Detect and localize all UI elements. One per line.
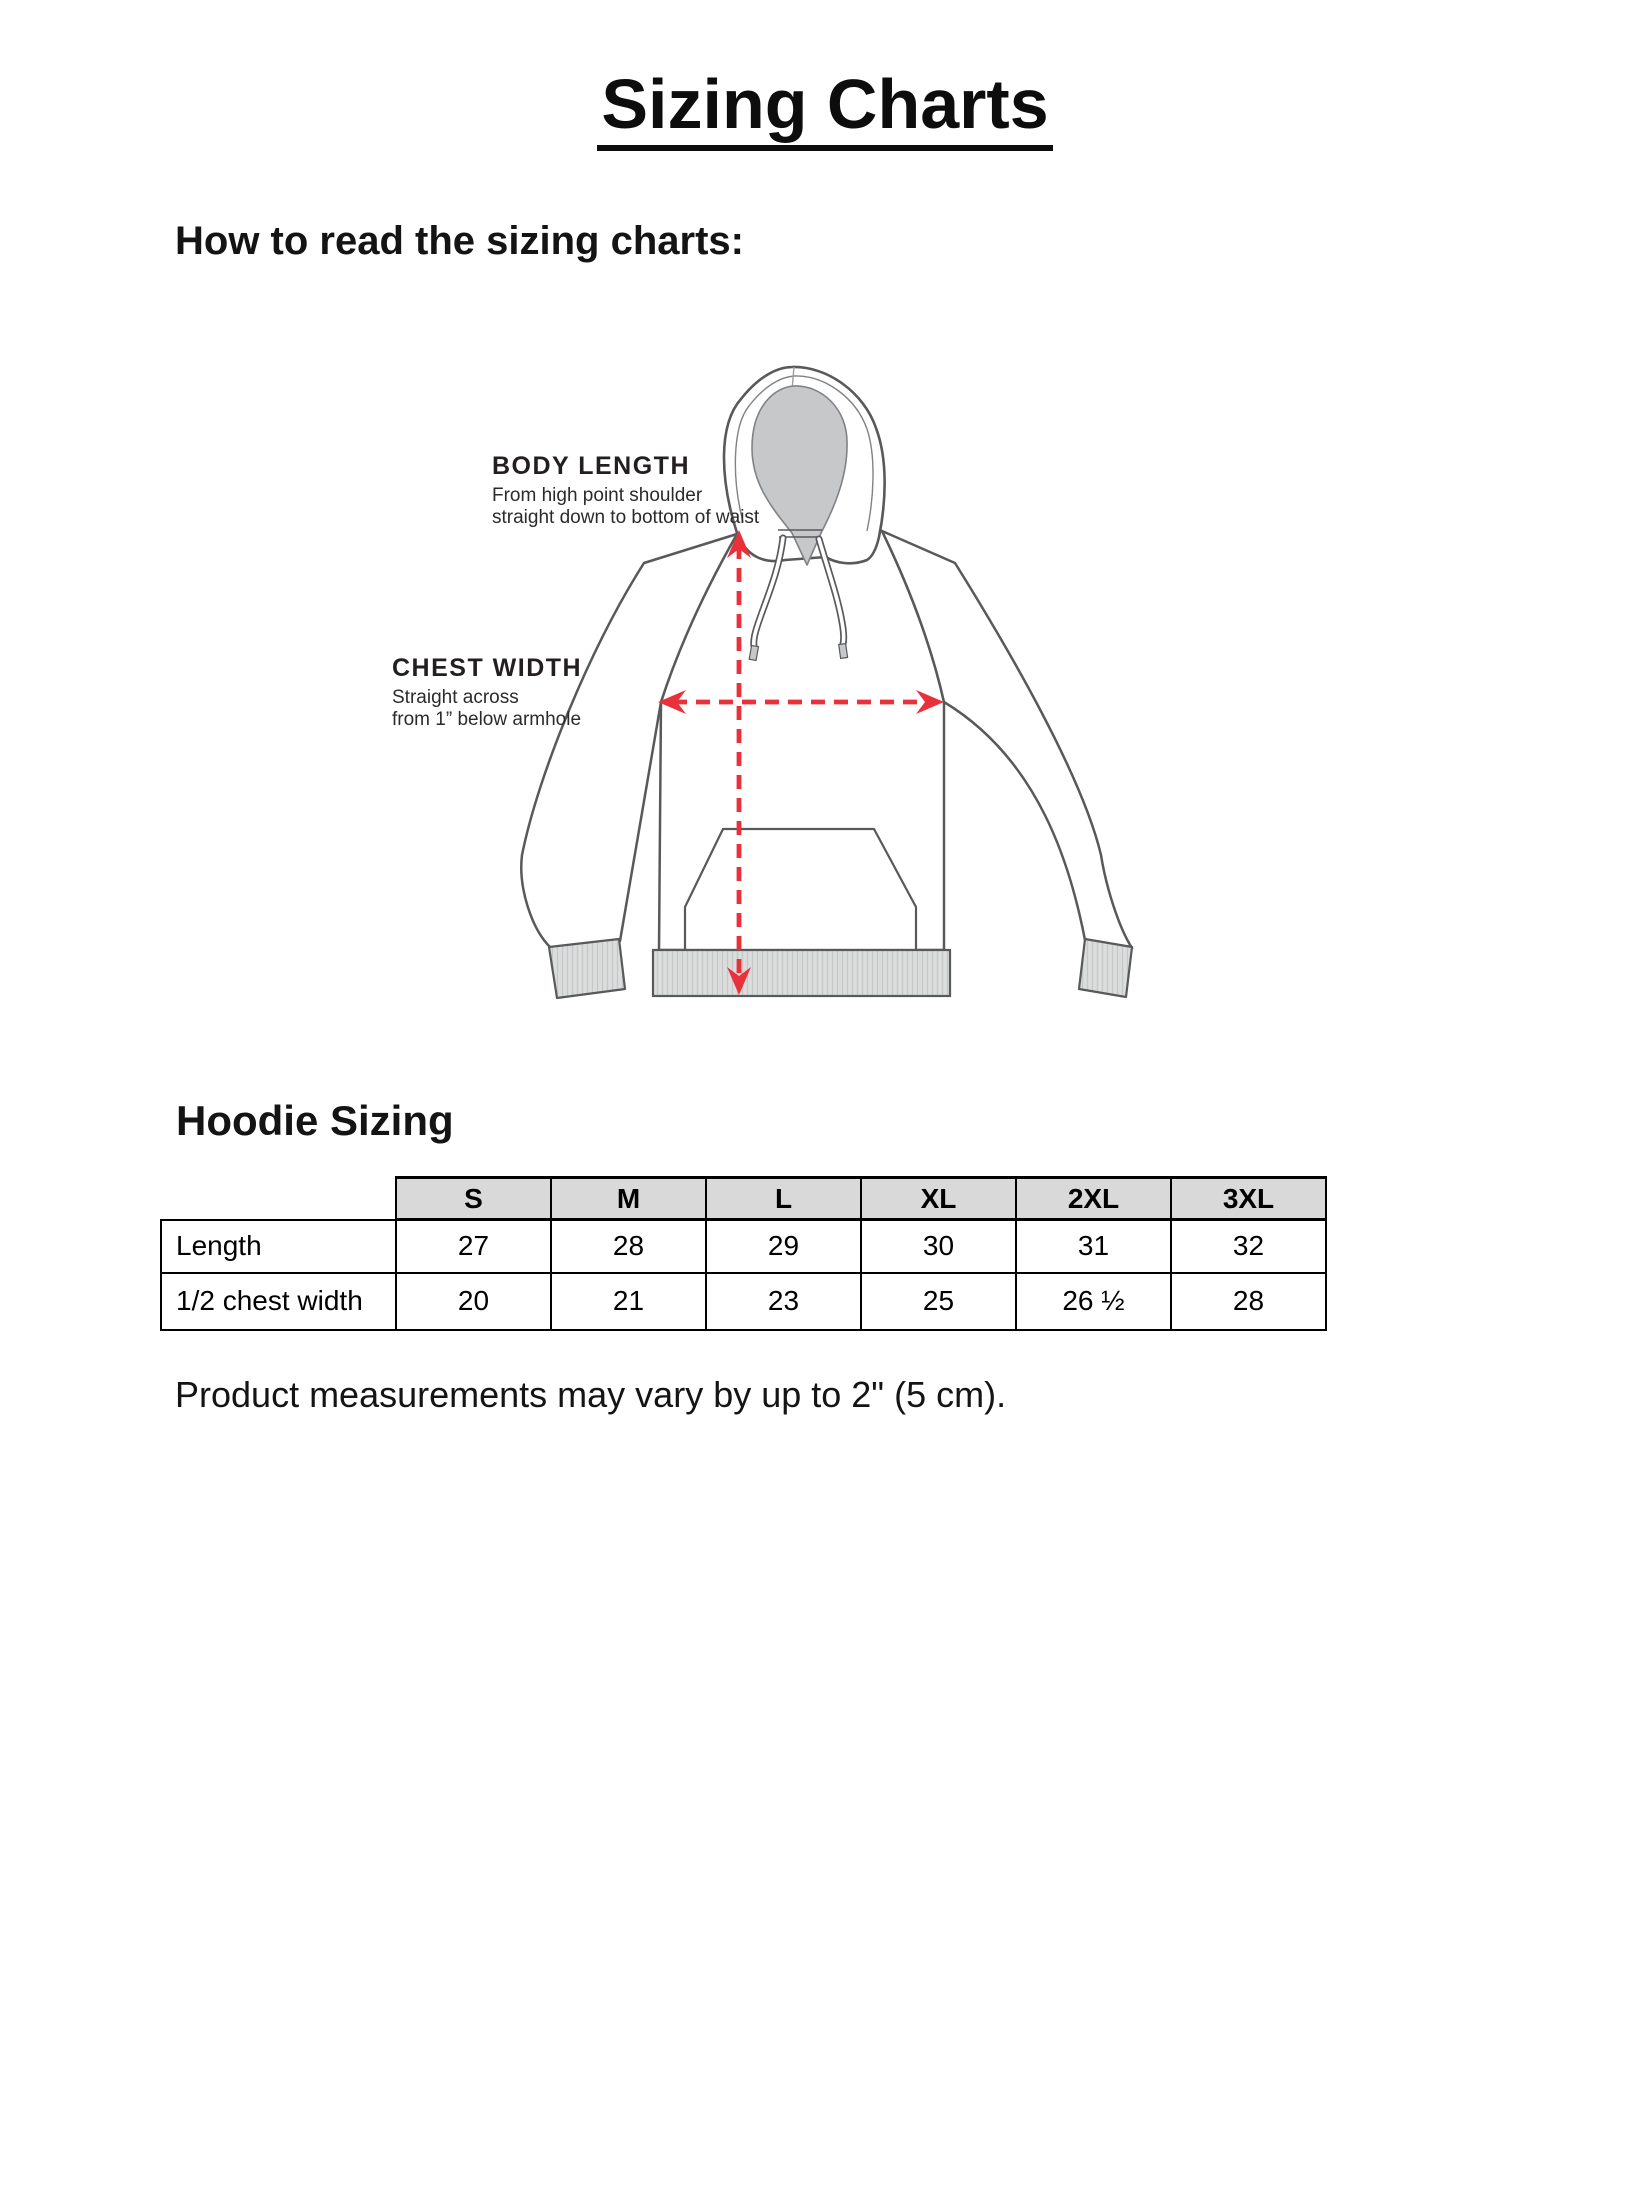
- length-value-xl: 30: [861, 1220, 1016, 1273]
- size-header-row: [161, 1178, 1326, 1220]
- chest-width-desc-line1: Straight across: [392, 687, 519, 708]
- row-label-half-chest-width: 1/2 chest width: [161, 1273, 396, 1330]
- pocket: [685, 829, 916, 950]
- left-cuff: [549, 939, 625, 998]
- row-label-length: Length: [161, 1220, 396, 1273]
- size-column-header-2xl: 2XL: [1016, 1178, 1171, 1220]
- page-title: Sizing Charts: [597, 66, 1052, 151]
- measurement-disclaimer: Product measurements may vary by up to 2" (5 cm).: [175, 1374, 1007, 1415]
- table-row-half-chest-width: [161, 1273, 1326, 1330]
- size-column-header-3xl: 3XL: [1171, 1178, 1326, 1220]
- hoodie-illustration: [480, 330, 1180, 1030]
- chest-value-l: 23: [706, 1273, 861, 1330]
- chest-width-title: CHEST WIDTH: [392, 654, 583, 682]
- chest-value-xl: 25: [861, 1273, 1016, 1330]
- chest-value-m: 21: [551, 1273, 706, 1330]
- chest-value-s: 20: [396, 1273, 551, 1330]
- length-value-s: 27: [396, 1220, 551, 1273]
- right-cuff: [1079, 939, 1132, 997]
- length-value-m: 28: [551, 1220, 706, 1273]
- size-column-header-xl: XL: [861, 1178, 1016, 1220]
- chest-value-3xl: 28: [1171, 1273, 1326, 1330]
- chest-width-label: [392, 654, 582, 731]
- size-column-header-l: L: [706, 1178, 861, 1220]
- size-column-header-m: M: [551, 1178, 706, 1220]
- length-value-2xl: 31: [1016, 1220, 1171, 1273]
- body-length-label: [492, 452, 759, 529]
- body-length-title: BODY LENGTH: [492, 452, 690, 480]
- hoodie-diagram: [480, 330, 1180, 1030]
- title-row: [0, 66, 1650, 151]
- length-value-3xl: 32: [1171, 1220, 1326, 1273]
- body-length-desc: [492, 485, 759, 529]
- table-corner-cell: [161, 1178, 396, 1220]
- table-row-length: [161, 1220, 1326, 1273]
- hoodie-sizing-heading: Hoodie Sizing: [176, 1097, 454, 1144]
- chest-width-desc: [392, 687, 582, 731]
- size-column-header-s: S: [396, 1178, 551, 1220]
- length-value-l: 29: [706, 1220, 861, 1273]
- chest-value-2xl: 26 ½: [1016, 1273, 1171, 1330]
- body-length-desc-line2: straight down to bottom of waist: [492, 507, 760, 528]
- waistband: [653, 950, 950, 996]
- hoodie-sizing-table: [160, 1176, 1327, 1331]
- chest-width-desc-line2: from 1” below armhole: [392, 709, 582, 730]
- how-to-heading: How to read the sizing charts:: [175, 219, 744, 263]
- body-length-desc-line1: From high point shoulder: [492, 485, 703, 506]
